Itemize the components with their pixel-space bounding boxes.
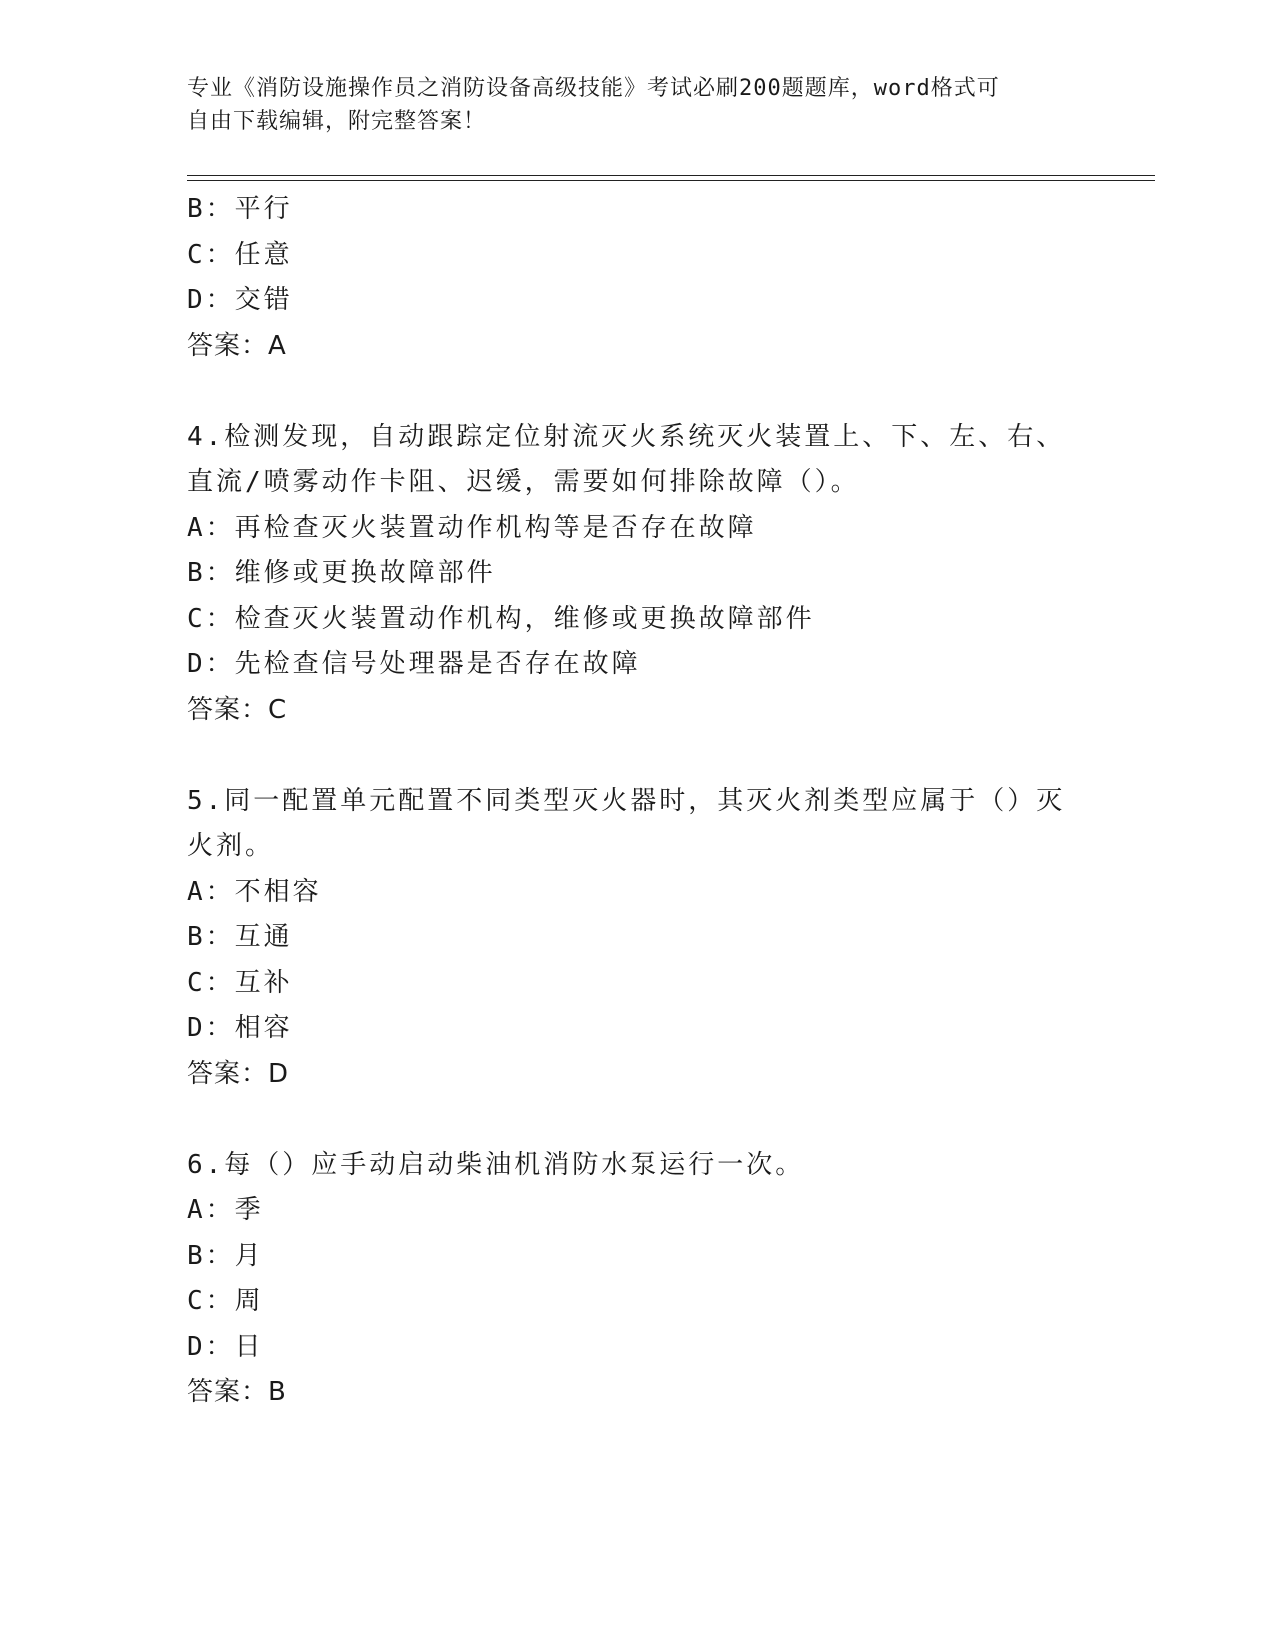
option-item: B：互通 [187,922,293,952]
option-item: C：周 [187,1286,264,1316]
document-header [187,72,1087,138]
header-divider-top [187,175,1155,176]
question-stem: 5.同一配置单元配置不同类型灭火器时，其灭火剂类型应属于（）灭 [187,785,1066,816]
question-stem: 火剂。 [187,831,275,861]
answer-line: 答案：B [187,1377,287,1407]
header-divider-bottom [187,180,1155,181]
option-item: C：检查灭火装置动作机构，维修或更换故障部件 [187,603,815,634]
option-item: B：月 [187,1240,264,1271]
header-title-line-1: 专业《消防设施操作员之消防设备高级技能》考试必刷200题题库，word格式可 [187,76,1000,101]
question-stem: 直流/喷雾动作卡阻、迟缓，需要如何排除故障（）。 [187,467,860,497]
option-item: A：季 [187,1195,264,1225]
answer-line: 答案：D [187,1058,290,1089]
option-item: B：平行 [187,194,293,224]
question-block-5 [187,779,1087,1098]
answer-line: 答案：A [187,330,287,361]
question-block-4 [187,415,1087,734]
option-item: D：相容 [187,1013,293,1043]
header-title-line-2: 自由下载编辑，附完整答案！ [187,109,487,134]
answer-line: 答案：C [187,694,288,725]
option-item: C：任意 [187,239,293,270]
option-item: D：交错 [187,285,293,315]
question-list [187,187,1087,1416]
option-item: A：不相容 [187,876,322,907]
option-item: C：互补 [187,967,293,998]
question-stem: 4.检测发现，自动跟踪定位射流灭火系统灭火装置上、下、左、右、 [187,421,1066,452]
option-item: D：先检查信号处理器是否存在故障 [187,649,641,679]
option-item: A：再检查灭火装置动作机构等是否存在故障 [187,512,757,543]
option-item: D：日 [187,1331,264,1362]
option-item: B：维修或更换故障部件 [187,558,496,588]
question-stem: 6.每（）应手动启动柴油机消防水泵运行一次。 [187,1149,805,1180]
question-block-6 [187,1143,1087,1416]
question-block-3 [187,187,1087,369]
